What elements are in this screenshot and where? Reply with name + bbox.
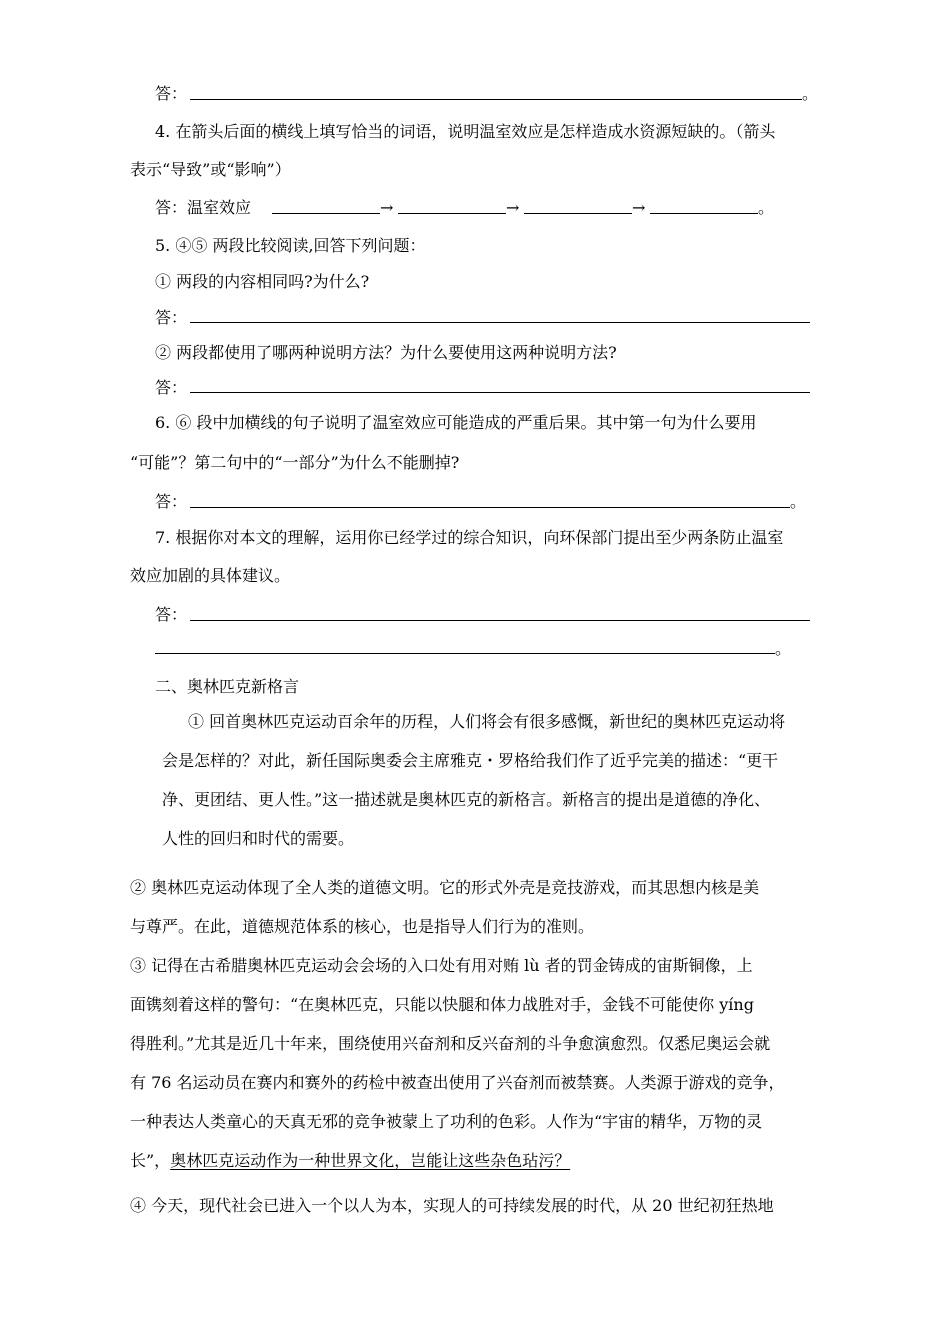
q6-answer-label: 答： [155,492,188,511]
p3-line6-plain: 长”， [130,1151,171,1170]
p3-line4: 有 76 名运动员在赛内和赛外的药检中被查出使用了兴奋剂而被禁赛。人类源于游戏的竞争， [130,1073,785,1092]
q4-end: 。 [758,198,775,217]
q6-answer-blank[interactable] [190,507,790,508]
q4-question-line2: 表示“导致”或“影响”） [130,160,291,179]
q5-sub1: ① 两段的内容相同吗?为什么? [155,272,370,291]
section2-heading: 二、奥林匹克新格言 [155,677,300,696]
q5-sub2: ② 两段都使用了哪两种说明方法？为什么要使用这两种说明方法? [155,343,617,362]
q6-answer-end: 。 [790,492,807,511]
q4-chain-start: 答：温室效应 [155,198,252,217]
q4-blank-2[interactable] [398,213,506,214]
q5-sub1-answer-label: 答： [155,308,188,327]
q7-answer-end: 。 [775,639,792,658]
q4-blank-3[interactable] [524,213,632,214]
p3-underlined-sentence: 奥林匹克运动作为一种世界文化，岂能让这些杂色玷污？ [170,1151,571,1170]
q4-blank-1[interactable] [272,213,380,214]
p3-line3: 得胜利。”尤其是近几十年来，围绕使用兴奋剂和反兴奋剂的斗争愈演愈烈。仅悉尼奥运会就 [130,1034,771,1053]
p1-line2: 会是怎样的？对此，新任国际奥委会主席雅克・罗格给我们作了近乎完美的描述：“更干 [162,751,779,770]
q4-blank-4[interactable] [650,213,758,214]
q3-answer-label: 答： [155,84,188,103]
q3-answer-blank[interactable] [190,99,802,100]
q7-question-line1: 7. 根据你对本文的理解，运用你已经学过的综合知识，向环保部门提出至少两条防止温室 [155,528,784,547]
q5-sub2-answer-label: 答： [155,378,188,397]
q7-question-line2: 效应加剧的具体建议。 [130,566,291,585]
p3-line2: 面镌刻着这样的警句：“在奥林匹克，只能以快腿和体力战胜对手，金钱不可能使你 yíng [130,995,754,1014]
p1-line4: 人性的回归和时代的需要。 [162,829,355,848]
p2-line2: 与尊严。在此，道德规范体系的核心，也是指导人们行为的准则。 [130,917,595,936]
p3-line5: 一种表达人类童心的天真无邪的竞争被蒙上了功利的色彩。人作为“宇宙的精华，万物的灵 [130,1112,763,1131]
q6-question-line2: “可能”？第二句中的“一部分”为什么不能删掉? [130,453,460,472]
q5-sub2-answer-blank[interactable] [190,392,810,393]
arrow-icon: → [506,198,520,217]
p2-line1: ② 奥林匹克运动体现了全人类的道德文明。它的形式外壳是竞技游戏，而其思想内核是美 [130,878,760,897]
q6-question-line1: 6. ⑥ 段中加横线的句子说明了温室效应可能造成的严重后果。其中第一句为什么要用 [155,413,757,432]
q3-answer-end: 。 [802,84,819,103]
q7-answer-blank-1[interactable] [190,620,810,621]
q7-answer-blank-2[interactable] [155,653,775,654]
p1-line1: ① 回首奥林匹克运动百余年的历程，人们将会有很多感慨，新世纪的奥林匹克运动将 [188,712,786,731]
q4-question-line1: 4. 在箭头后面的横线上填写恰当的词语，说明温室效应是怎样造成水资源短缺的。（箭头 [155,122,776,141]
p3-line6 [130,1151,570,1171]
q5-title: 5. ④⑤ 两段比较阅读,回答下列问题： [155,236,426,255]
q5-sub1-answer-blank[interactable] [190,322,810,323]
arrow-icon: → [632,198,646,217]
p3-line1: ③ 记得在古希腊奥林匹克运动会会场的入口处有用对贿 lù 者的罚金铸成的宙斯铜像，上 [130,956,753,975]
p1-line3: 净、更团结、更人性。”这一描述就是奥林匹克的新格言。新格言的提出是道德的净化、 [162,790,771,809]
q7-answer-label: 答： [155,605,188,624]
arrow-icon: → [380,198,394,217]
p4-line1: ④ 今天，现代社会已进入一个以人为本，实现人的可持续发展的时代，从 20 世纪初狂热地 [130,1196,774,1215]
